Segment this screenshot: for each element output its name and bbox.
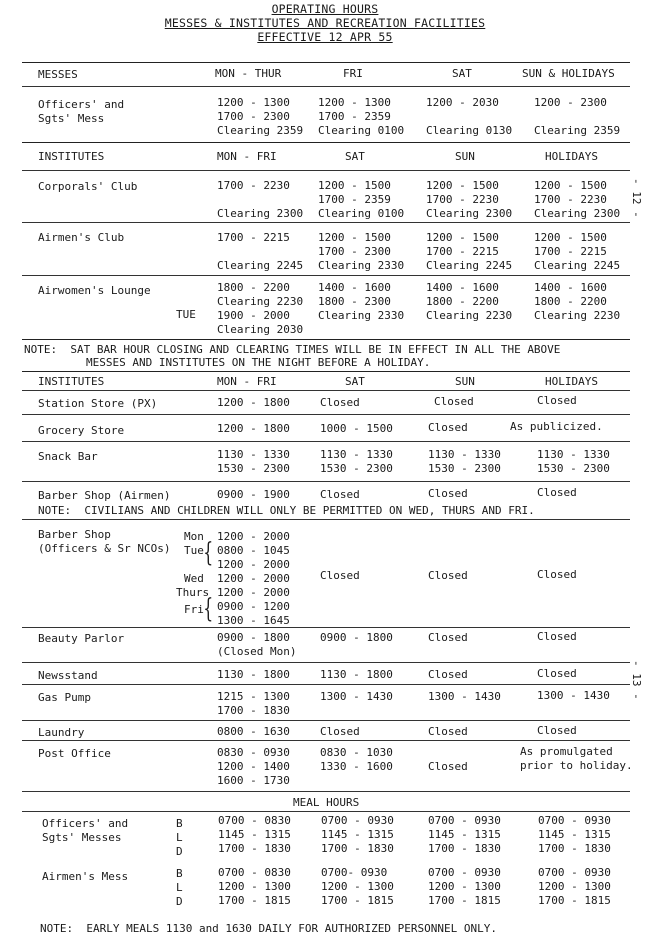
cell: Closed — [428, 760, 468, 773]
rule — [22, 142, 630, 143]
cell: 1200 - 1300 — [428, 880, 501, 893]
cell: 1200 - 1500 — [534, 179, 607, 192]
cell: 1200 - 1300 — [217, 96, 290, 109]
rule — [22, 684, 630, 685]
rule — [22, 662, 630, 663]
doc-subtitle: MESSES & INSTITUTES AND RECREATION FACILITIES — [164, 16, 486, 30]
meal-letter: L — [176, 831, 183, 844]
row-name: Airmen's Mess — [42, 870, 129, 883]
col-header-institutes: INSTITUTES — [38, 150, 105, 163]
cell: 1200 - 1500 — [534, 231, 607, 244]
cell: 1530 - 2300 — [320, 462, 393, 475]
cell: 1130 - 1330 — [217, 448, 290, 461]
cell: 1700 - 2359 — [318, 110, 391, 123]
cell: 0700 - 0830 — [218, 814, 291, 827]
rule — [22, 222, 630, 223]
rule — [22, 86, 630, 87]
cell: 1130 - 1330 — [320, 448, 393, 461]
cell: Clearing 0100 — [318, 207, 405, 220]
cell: 1145 - 1315 — [428, 828, 501, 841]
cell: Closed — [537, 568, 577, 581]
cell: Clearing 0130 — [426, 124, 513, 137]
rule — [22, 627, 630, 628]
cell: Clearing 2230 — [534, 309, 621, 322]
cell: 1200 - 1400 — [217, 760, 290, 773]
rule — [22, 811, 630, 812]
col-header-institutes: INSTITUTES — [38, 375, 105, 388]
cell: Clearing 2300 — [534, 207, 621, 220]
row-name: (Officers & Sr NCOs) — [38, 542, 171, 555]
col-header-mon-thur: MON - THUR — [215, 67, 282, 80]
row-name: Station Store (PX) — [38, 397, 158, 410]
cell: 1200 - 1800 — [217, 422, 290, 435]
row-name: Newsstand — [38, 669, 98, 682]
cell: 1300 - 1645 — [217, 614, 290, 627]
cell: 1700 - 1815 — [321, 894, 394, 907]
cell: 0700- 0930 — [321, 866, 388, 879]
col-header-fri: FRI — [343, 67, 363, 80]
cell: 1200 - 2300 — [534, 96, 607, 109]
note-holiday-cont: MESSES AND INSTITUTES ON THE NIGHT BEFORE A HOLIDAY. — [86, 356, 431, 369]
cell: As promulgated — [520, 745, 613, 758]
cell: 1700 - 1815 — [218, 894, 291, 907]
cell: 1700 - 2300 — [217, 110, 290, 123]
cell: 1800 - 2200 — [217, 281, 290, 294]
day-label: Tue — [184, 544, 204, 557]
cell: 0900 - 1200 — [217, 600, 290, 613]
cell: 0900 - 1800 — [217, 631, 290, 644]
cell: 1900 - 2000 — [217, 309, 290, 322]
cell: Clearing 2359 — [534, 124, 621, 137]
cell: Closed — [428, 569, 468, 582]
cell: Closed — [428, 487, 468, 500]
cell: 1530 - 2300 — [428, 462, 501, 475]
cell: 1130 - 1800 — [320, 668, 393, 681]
cell: 1400 - 1600 — [426, 281, 499, 294]
cell: Closed — [434, 395, 474, 408]
doc-title: OPERATING HOURS — [271, 2, 379, 16]
cell: Clearing 0100 — [318, 124, 405, 137]
row-name: Airwomen's Lounge — [38, 284, 151, 297]
cell: Closed — [320, 725, 360, 738]
cell: 1700 - 1830 — [218, 842, 291, 855]
cell: 1400 - 1600 — [534, 281, 607, 294]
cell: 1700 - 2215 — [217, 231, 290, 244]
rule — [22, 339, 630, 340]
cell: 1200 - 2000 — [217, 572, 290, 585]
rule — [22, 481, 630, 482]
brace-icon: { — [203, 594, 214, 624]
col-header-sun: SUN — [455, 375, 475, 388]
row-name: Sgts' Messes — [42, 831, 122, 844]
row-name: Grocery Store — [38, 424, 125, 437]
rule — [22, 371, 630, 372]
col-header-mon-fri: MON - FRI — [217, 150, 277, 163]
meal-letter: L — [176, 881, 183, 894]
col-header-messes: MESSES — [38, 68, 78, 81]
cell: 0830 - 1030 — [320, 746, 393, 759]
cell: 1130 - 1330 — [428, 448, 501, 461]
cell: Clearing 2230 — [426, 309, 513, 322]
rule — [22, 791, 630, 792]
col-header-holidays: HOLIDAYS — [545, 150, 598, 163]
cell: 1200 - 2030 — [426, 96, 499, 109]
row-name: Laundry — [38, 726, 85, 739]
cell: 1200 - 1500 — [426, 231, 499, 244]
cell: Clearing 2245 — [426, 259, 513, 272]
cell: 1530 - 2300 — [217, 462, 290, 475]
cell: 0700 - 0930 — [428, 814, 501, 827]
cell: 1700 - 2230 — [217, 179, 290, 192]
row-name: Officers' and — [38, 98, 125, 111]
note-civilians: NOTE: CIVILIANS AND CHILDREN WILL ONLY BE PERMITTED ON WED, THURS AND FRI. — [38, 504, 535, 517]
cell: Closed — [320, 569, 360, 582]
cell: 1700 - 2230 — [426, 193, 499, 206]
col-header-sat: SAT — [345, 375, 365, 388]
cell: 1700 - 2359 — [318, 193, 391, 206]
cell: 1800 - 2300 — [318, 295, 391, 308]
row-name: Barber Shop — [38, 528, 111, 541]
page-number-13: - 13 - — [630, 660, 643, 700]
tue-label: TUE — [176, 308, 196, 321]
row-name: Post Office — [38, 747, 111, 760]
cell: 1700 - 2230 — [534, 193, 607, 206]
cell: Clearing 2300 — [217, 207, 304, 220]
col-header-sun: SUN — [455, 150, 475, 163]
cell: 1700 - 1830 — [217, 704, 290, 717]
cell: 1200 - 1500 — [426, 179, 499, 192]
cell: As publicized. — [510, 420, 603, 433]
col-header-sun-holidays: SUN & HOLIDAYS — [522, 67, 615, 80]
note-early-meals: NOTE: EARLY MEALS 1130 and 1630 DAILY FOR AUTHORIZED PERSONNEL ONLY. — [40, 922, 497, 935]
col-header-holidays: HOLIDAYS — [545, 375, 598, 388]
cell: 1200 - 2000 — [217, 586, 290, 599]
row-name: Sgts' Mess — [38, 112, 105, 125]
note-holiday: NOTE: SAT BAR HOUR CLOSING AND CLEARING TIMES WILL BE IN EFFECT IN ALL THE ABOVE — [24, 343, 561, 356]
cell: 1200 - 1500 — [318, 231, 391, 244]
cell: Clearing 2245 — [534, 259, 621, 272]
cell: 1800 - 2200 — [426, 295, 499, 308]
cell: Closed — [428, 725, 468, 738]
cell: 0700 - 0930 — [538, 866, 611, 879]
rule — [22, 519, 630, 520]
cell: 1700 - 1830 — [538, 842, 611, 855]
cell: 1000 - 1500 — [320, 422, 393, 435]
day-label: Thurs — [176, 586, 210, 599]
row-name: Corporals' Club — [38, 180, 138, 193]
row-name: Beauty Parlor — [38, 632, 125, 645]
cell: Closed — [428, 631, 468, 644]
cell: 1200 - 2000 — [217, 530, 290, 543]
meal-letter: B — [176, 867, 183, 880]
meal-letter: D — [176, 845, 183, 858]
cell: 1700 - 1830 — [321, 842, 394, 855]
cell: 1300 - 1430 — [537, 689, 610, 702]
cell: Closed — [537, 667, 577, 680]
cell: 1700 - 1815 — [538, 894, 611, 907]
cell: 1130 - 1330 — [537, 448, 610, 461]
brace-icon: { — [203, 538, 214, 568]
cell: 1700 - 1830 — [428, 842, 501, 855]
row-name: Gas Pump — [38, 691, 91, 704]
cell: 1800 - 2200 — [534, 295, 607, 308]
day-label: Fri — [184, 603, 204, 616]
cell: Clearing 2330 — [318, 309, 405, 322]
cell: 1700 - 2215 — [426, 245, 499, 258]
meal-letter: B — [176, 817, 183, 830]
cell: Closed — [320, 396, 360, 409]
cell: 1530 - 2300 — [537, 462, 610, 475]
col-header-mon-fri: MON - FRI — [217, 375, 277, 388]
cell: 1700 - 2300 — [318, 245, 391, 258]
cell: 1200 - 1300 — [218, 880, 291, 893]
cell: 0900 - 1900 — [217, 488, 290, 501]
cell: 1200 - 1500 — [318, 179, 391, 192]
cell: 0830 - 0930 — [217, 746, 290, 759]
cell: Clearing 2230 — [217, 295, 304, 308]
cell: Closed — [537, 630, 577, 643]
doc-effective-date: EFFECTIVE 12 APR 55 — [257, 30, 393, 44]
meal-hours-title: MEAL HOURS — [293, 796, 360, 809]
cell: 1400 - 1600 — [318, 281, 391, 294]
meal-letter: D — [176, 895, 183, 908]
cell: Closed — [537, 724, 577, 737]
cell: Clearing 2300 — [426, 207, 513, 220]
cell: Clearing 2030 — [217, 323, 304, 336]
rule — [22, 275, 630, 276]
cell: 1200 - 1300 — [318, 96, 391, 109]
cell: 1215 - 1300 — [217, 690, 290, 703]
cell: 1200 - 2000 — [217, 558, 290, 571]
cell: 1700 - 2215 — [534, 245, 607, 258]
rule — [22, 390, 630, 391]
cell: Closed — [537, 486, 577, 499]
cell: 0900 - 1800 — [320, 631, 393, 644]
cell: 0700 - 0930 — [321, 814, 394, 827]
cell: Closed — [428, 421, 468, 434]
cell: prior to holiday. — [520, 759, 633, 772]
cell: 0800 - 1630 — [217, 725, 290, 738]
cell: 1145 - 1315 — [218, 828, 291, 841]
cell: Clearing 2245 — [217, 259, 304, 272]
cell: 1700 - 1815 — [428, 894, 501, 907]
cell: 1300 - 1430 — [320, 690, 393, 703]
cell: 1200 - 1300 — [321, 880, 394, 893]
cell: Clearing 2330 — [318, 259, 405, 272]
cell: 1145 - 1315 — [538, 828, 611, 841]
cell: 1330 - 1600 — [320, 760, 393, 773]
day-label: Mon — [184, 530, 204, 543]
cell: Closed — [537, 394, 577, 407]
row-name: Barber Shop (Airmen) — [38, 489, 171, 502]
cell: 0700 - 0930 — [538, 814, 611, 827]
cell: Clearing 2359 — [217, 124, 304, 137]
row-name: Airmen's Club — [38, 231, 125, 244]
rule — [22, 740, 630, 741]
cell: 1200 - 1300 — [538, 880, 611, 893]
cell: 1200 - 1800 — [217, 396, 290, 409]
cell: 1130 - 1800 — [217, 668, 290, 681]
cell: (Closed Mon) — [217, 645, 297, 658]
rule — [22, 62, 630, 63]
cell: 1600 - 1730 — [217, 774, 290, 787]
cell: 1145 - 1315 — [321, 828, 394, 841]
cell: Closed — [320, 488, 360, 501]
rule — [22, 414, 630, 415]
col-header-sat: SAT — [345, 150, 365, 163]
cell: 0700 - 0930 — [428, 866, 501, 879]
page-number-12: - 12 - — [630, 178, 643, 218]
cell: Closed — [428, 668, 468, 681]
cell: 1300 - 1430 — [428, 690, 501, 703]
col-header-sat: SAT — [452, 67, 472, 80]
rule — [22, 170, 630, 171]
rule — [22, 720, 630, 721]
cell: 0800 - 1045 — [217, 544, 290, 557]
rule — [22, 441, 630, 442]
row-name: Snack Bar — [38, 450, 98, 463]
day-label: Wed — [184, 572, 204, 585]
cell: 0700 - 0830 — [218, 866, 291, 879]
row-name: Officers' and — [42, 817, 129, 830]
